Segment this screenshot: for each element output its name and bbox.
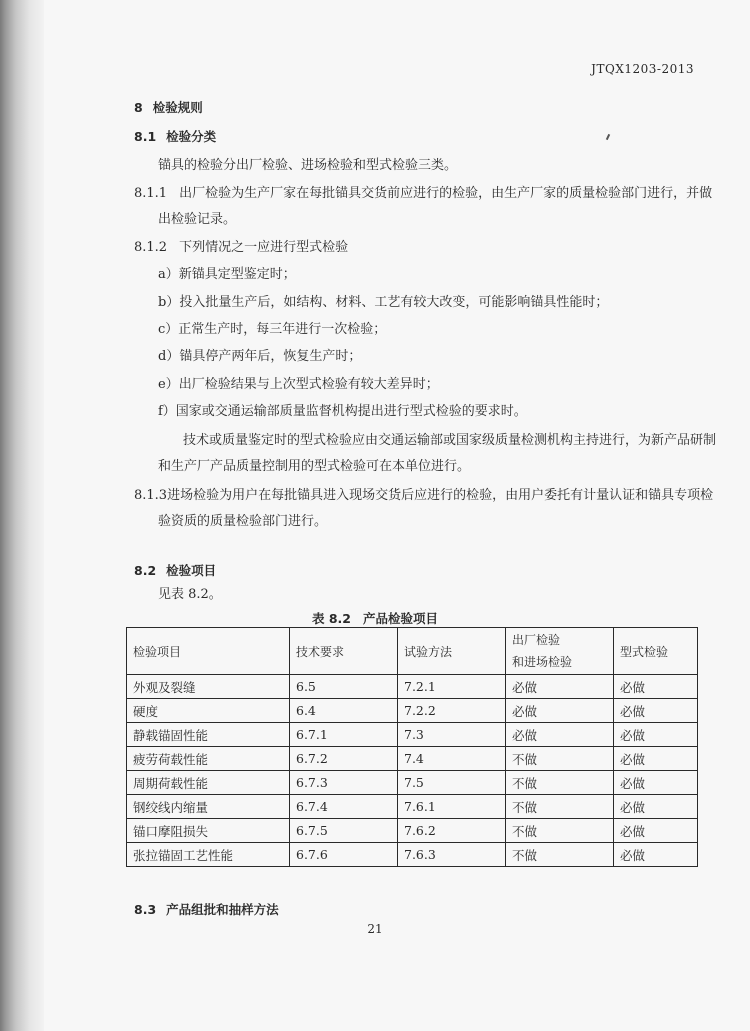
see-table-text: 见表 8.2。 [158,587,222,602]
clause-8-1-3-line1: 8.1.3进场检验为用户在每批锚具进入现场交货后应进行的检验，由用户委托有计量认证和锚具专项检 [134,488,714,503]
clause-8-1-2-heading [134,240,348,256]
cell-requirement: 6.7.5 [290,819,398,843]
section-8-2-title: 检验项目 [166,563,217,578]
header-factory-line2: 和进场检验 [512,655,573,669]
section-8-3-heading [134,902,279,918]
section-8-1-number: 8.1 [134,129,157,144]
cell-type: 必做 [614,723,698,747]
cell-requirement: 6.7.6 [290,843,398,867]
cell-type: 必做 [614,843,698,867]
cell-requirement: 6.4 [290,699,398,723]
cell-item: 外观及裂缝 [127,675,290,699]
section-8-title: 检验规则 [152,100,203,115]
table-row [127,747,698,771]
cell-item: 张拉锚固工艺性能 [127,843,290,867]
cell-type: 必做 [614,771,698,795]
clause-8-1-1-line2: 出检验记录。 [158,212,237,227]
table-row [127,843,698,867]
document-page [44,0,750,1031]
clause-8-1-2-title: 下列情况之一应进行型式检验 [179,240,349,255]
section-8-1-heading [134,129,216,145]
cell-factory: 不做 [506,843,614,867]
cell-item: 静载锚固性能 [127,723,290,747]
table-number: 表 8.2 [311,611,351,626]
header-factory-line1: 出厂检验 [512,633,561,647]
cell-type: 必做 [614,795,698,819]
table-row [127,795,698,819]
inspection-items-table [126,627,698,867]
section-8-3-title: 产品组批和抽样方法 [166,902,279,917]
cell-type: 必做 [614,675,698,699]
section-8-3-number: 8.3 [134,902,157,917]
clause-8-1-1-line1 [134,186,712,202]
cell-requirement: 6.7.3 [290,771,398,795]
cell-factory: 不做 [506,771,614,795]
cell-item: 硬度 [127,699,290,723]
cell-method: 7.2.2 [398,699,506,723]
cell-type: 必做 [614,699,698,723]
cell-factory: 不做 [506,819,614,843]
cell-method: 7.6.2 [398,819,506,843]
cell-factory: 不做 [506,795,614,819]
clause-8-1-1-number: 8.1.1 [134,186,168,201]
table-row [127,723,698,747]
cell-item: 周期荷载性能 [127,771,290,795]
cell-method: 7.2.1 [398,675,506,699]
cell-factory: 不做 [506,747,614,771]
list-item-c: c）正常生产时，每三年进行一次检验； [158,322,387,337]
cell-type: 必做 [614,819,698,843]
table-row [127,819,698,843]
cell-item: 锚口摩阻损失 [127,819,290,843]
table-header-row [127,628,698,675]
header-item: 检验项目 [127,628,290,675]
section-8-heading [134,100,203,116]
section-8-1-intro: 锚具的检验分出厂检验、进场检验和型式检验三类。 [158,158,458,173]
cell-method: 7.6.3 [398,843,506,867]
cell-requirement: 6.7.2 [290,747,398,771]
header-method: 试验方法 [398,628,506,675]
cell-type: 必做 [614,747,698,771]
book-binding-shadow [0,0,44,1031]
cell-requirement: 6.7.1 [290,723,398,747]
section-8-2-heading [134,563,216,579]
list-item-e: e）出厂检验结果与上次型式检验有较大差异时； [158,377,439,392]
table-row [127,699,698,723]
table-caption [0,609,750,627]
cell-item: 钢绞线内缩量 [127,795,290,819]
cell-method: 7.4 [398,747,506,771]
type-test-note-line2: 和生产厂产品质量控制用的型式检验可在本单位进行。 [158,459,471,474]
cell-factory: 必做 [506,723,614,747]
cell-requirement: 6.7.4 [290,795,398,819]
list-item-f: f）国家或交通运输部质量监督机构提出进行型式检验的要求时。 [158,404,527,419]
section-8-number: 8 [134,100,143,115]
clause-8-1-1-text: 出厂检验为生产厂家在每批锚具交货前应进行的检验，由生产厂家的质量检验部门进行，并做 [179,186,713,201]
section-8-1-title: 检验分类 [166,129,217,144]
page-number: 21 [367,922,383,936]
list-item-a: a）新锚具定型鉴定时； [158,267,296,282]
clause-8-1-2-number: 8.1.2 [134,240,168,255]
section-8-2-number: 8.2 [134,563,157,578]
table-row [127,771,698,795]
clause-8-1-3-line2: 验资质的质量检验部门进行。 [158,514,328,529]
list-item-b: b）投入批量生产后，如结构、材料、工艺有较大改变，可能影响锚具性能时； [158,295,609,310]
list-item-d: d）锚具停产两年后，恢复生产时； [158,349,362,364]
table-title: 产品检验项目 [362,611,438,626]
table-row [127,675,698,699]
header-type-inspection: 型式检验 [614,628,698,675]
standard-code: JTQX1203-2013 [591,62,694,76]
cell-method: 7.3 [398,723,506,747]
header-requirement: 技术要求 [290,628,398,675]
cell-requirement: 6.5 [290,675,398,699]
cell-method: 7.6.1 [398,795,506,819]
cell-method: 7.5 [398,771,506,795]
header-factory-inspection [506,628,614,675]
cell-factory: 必做 [506,675,614,699]
type-test-note-line1: 技术或质量鉴定时的型式检验应由交通运输部或国家级质量检测机构主持进行，为新产品研制 [183,433,717,448]
cell-item: 疲劳荷载性能 [127,747,290,771]
cell-factory: 必做 [506,699,614,723]
